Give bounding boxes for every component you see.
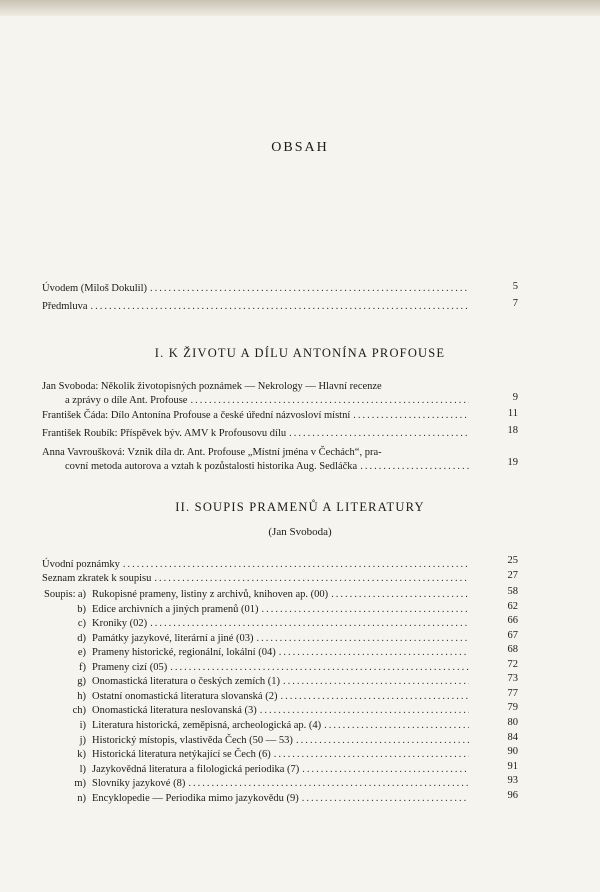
toc-entry-text: Úvodní poznámky	[42, 559, 120, 570]
toc-page-number: 11	[507, 408, 518, 419]
soupis-item-mark: e)	[77, 647, 86, 658]
soupis-item-text: Onomastická literatura neslovanská (3)	[92, 705, 257, 716]
toc-page-number: 96	[507, 790, 518, 801]
soupis-item-mark: a)	[77, 589, 86, 600]
soupis-item-text: Ostatní onomastická literatura slovanská (2)	[92, 691, 278, 702]
soupis-item-mark: c)	[77, 618, 86, 629]
soupis-item-text: Historická literatura netýkající se Čech (6)	[92, 749, 271, 760]
toc-page-number: 58	[507, 586, 518, 597]
soupis-item	[77, 748, 472, 762]
soupis-item	[77, 792, 472, 806]
soupis-label: Soupis:	[44, 589, 76, 600]
toc-page-number: 27	[507, 570, 518, 581]
soupis-item-mark: j)	[79, 735, 86, 746]
toc-entry-text: a zprávy o díle Ant. Profouse	[65, 395, 188, 406]
soupis-item-text: Prameny cizí (05)	[92, 662, 168, 673]
toc-page-number: 72	[507, 659, 518, 670]
soupis-item-text: Literatura historická, zeměpisná, archeologická ap. (4)	[92, 720, 322, 731]
toc-row-s1-2	[42, 409, 472, 423]
soupis-item-text: Historický místopis, vlastivěda Čech (50 — 53)	[92, 735, 293, 746]
section-author: (Jan Svoboda)	[268, 526, 332, 538]
soupis-item	[77, 675, 472, 689]
soupis-item	[77, 617, 472, 631]
soupis-item-mark: f)	[79, 662, 86, 673]
soupis-item	[79, 719, 472, 733]
soupis-item-mark: ch)	[72, 705, 86, 716]
soupis-item-text: Prameny historické, regionální, lokální (04)	[92, 647, 276, 658]
section-title-2: II. SOUPIS PRAMENŮ A LITERATURY	[175, 500, 425, 514]
toc-entry-text: covní metoda autorova a vztah k pozůstalosti historika Aug. Sedláčka	[65, 461, 358, 472]
soupis-item-mark: d)	[77, 633, 86, 644]
toc-page-number: 79	[507, 702, 518, 713]
toc-row-intro-1	[42, 282, 472, 296]
toc-entry-line: Anna Vavroušková: Vznik díla dr. Ant. Profouse „Místní jména v Čechách“, pra-	[42, 447, 382, 458]
soupis-item	[77, 690, 472, 704]
toc-page-number: 66	[507, 615, 518, 626]
toc-entry-text: Seznam zkratek k soupisu	[42, 573, 152, 584]
soupis-item-text: Edice archivních a jiných pramenů (01)	[92, 604, 259, 615]
soupis-item-mark: g)	[77, 676, 86, 687]
toc-page-number: 91	[507, 761, 518, 772]
toc-entry-text: František Roubík: Příspěvek býv. AMV k Profousovu dílu	[42, 428, 287, 439]
soupis-item-mark: k)	[77, 749, 86, 760]
toc-row-s1-3	[42, 427, 472, 441]
toc-entry-text: František Čáda: Dílo Antonína Profouse a české úřední názvosloví místní	[42, 410, 351, 421]
soupis-item	[72, 704, 472, 718]
toc-page-number: 90	[507, 746, 518, 757]
toc-page-number: 9	[512, 392, 518, 403]
soupis-item-text: Slovníky jazykové (8)	[92, 778, 186, 789]
toc-row-intro-2	[42, 300, 472, 314]
soupis-item	[77, 646, 472, 660]
soupis-item	[74, 777, 472, 791]
soupis-item	[77, 588, 472, 602]
toc-page-number: 80	[507, 717, 518, 728]
toc-page-number: 62	[507, 601, 518, 612]
toc-page-number: 93	[507, 775, 518, 786]
soupis-item-mark: i)	[79, 720, 86, 731]
toc-page-number: 5	[512, 281, 518, 292]
soupis-item-text: Památky jazykové, literární a jiné (03)	[92, 633, 254, 644]
soupis-item-text: Jazykovědná literatura a filologická periodika (7)	[92, 764, 300, 775]
soupis-item-text: Rukopisné prameny, listiny z archivů, knihoven ap. (00)	[92, 589, 329, 600]
soupis-item-mark: n)	[77, 793, 86, 804]
toc-entry-line: Jan Svoboda: Několik životopisných poznámek — Nekrology — Hlavní recenze	[42, 381, 382, 392]
soupis-item-mark: l)	[79, 764, 86, 775]
toc-page-number: 19	[507, 457, 518, 468]
soupis-item-mark: m)	[74, 778, 86, 789]
section-title-1: I. K ŽIVOTU A DÍLU ANTONÍNA PROFOUSE	[154, 346, 446, 360]
toc-page-number: 67	[507, 630, 518, 641]
soupis-item	[79, 661, 472, 675]
soupis-item	[79, 763, 472, 777]
toc-row-s1-1	[65, 394, 472, 408]
toc-page-number: 18	[507, 425, 518, 436]
toc-row-s2-lead-2	[42, 572, 472, 586]
toc-page-number: 84	[507, 732, 518, 743]
soupis-item-text: Kroniky (02)	[92, 618, 148, 629]
soupis-item	[77, 603, 472, 617]
soupis-item	[77, 632, 472, 646]
soupis-item-mark: h)	[77, 691, 86, 702]
toc-entry-text: Úvodem (Miloš Dokulil)	[42, 283, 147, 294]
toc-page-number: 68	[507, 644, 518, 655]
toc-page-number: 77	[507, 688, 518, 699]
soupis-item-text: Onomastická literatura o českých zemích (1)	[92, 676, 281, 687]
toc-entry-text: Předmluva	[42, 301, 88, 312]
soupis-item-text: Encyklopedie — Periodika mimo jazykovědu (9)	[92, 793, 299, 804]
page-top-edge	[0, 0, 600, 16]
toc-row-s2-lead-1	[42, 558, 472, 572]
soupis-item-mark: b)	[77, 604, 86, 615]
toc-page-number: 25	[507, 555, 518, 566]
toc-row-s1-4	[65, 460, 472, 474]
toc-page-number: 73	[507, 673, 518, 684]
toc-page-number: 7	[512, 298, 518, 309]
page-title: OBSAH	[271, 140, 329, 155]
soupis-item	[79, 734, 472, 748]
